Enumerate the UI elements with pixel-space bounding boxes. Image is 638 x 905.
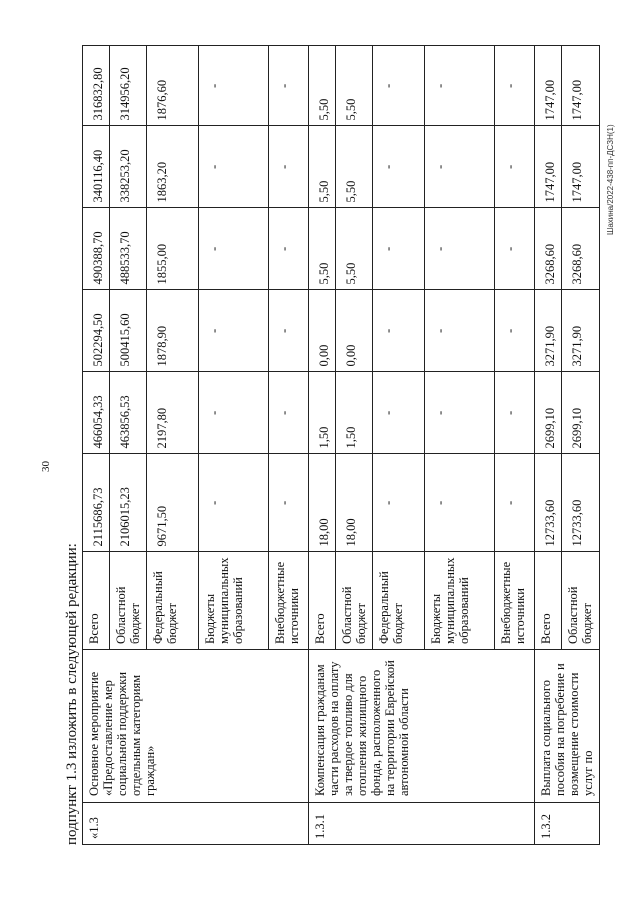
amount-cell: -: [495, 290, 535, 372]
amount-cell: 12733,60: [562, 454, 600, 552]
funding-source: Областной бюджет: [562, 552, 600, 650]
amount-cell: 5,50: [336, 46, 373, 126]
amount-cell: 1747,00: [535, 126, 562, 208]
funding-source: Всего: [535, 552, 562, 650]
amount-cell: 0,00: [309, 290, 336, 372]
amount-cell: -: [373, 454, 425, 552]
amount-cell: 3271,90: [535, 290, 562, 372]
funding-source: Бюджеты муниципальных образований: [425, 552, 495, 650]
amount-cell: -: [373, 290, 425, 372]
amount-cell: -: [495, 372, 535, 454]
funding-source: Всего: [309, 552, 336, 650]
amount-cell: -: [373, 208, 425, 290]
amount-cell: -: [425, 126, 495, 208]
amount-cell: -: [425, 46, 495, 126]
amount-cell: -: [425, 454, 495, 552]
amount-cell: 5,50: [309, 208, 336, 290]
amount-cell: -: [495, 126, 535, 208]
amount-cell: -: [199, 126, 269, 208]
funding-source: Областной бюджет: [110, 552, 147, 650]
amount-cell: 316832,80: [83, 46, 110, 126]
amount-cell: 18,00: [336, 454, 373, 552]
amount-cell: 2106015,23: [110, 454, 147, 552]
funding-source: Областной бюджет: [336, 552, 373, 650]
amount-cell: 3268,60: [562, 208, 600, 290]
amount-cell: 1855,00: [147, 208, 199, 290]
amount-cell: 1878,90: [147, 290, 199, 372]
funding-source: Всего: [83, 552, 110, 650]
item-number: «1.3: [83, 803, 309, 845]
amount-cell: 463856,53: [110, 372, 147, 454]
amount-cell: 488533,70: [110, 208, 147, 290]
amount-cell: -: [425, 208, 495, 290]
amount-cell: 1863,20: [147, 126, 199, 208]
amount-cell: 314956,20: [110, 46, 147, 126]
funding-source: Федеральный бюджет: [373, 552, 425, 650]
amount-cell: 5,50: [336, 208, 373, 290]
funding-source: Федеральный бюджет: [147, 552, 199, 650]
amount-cell: 340116,40: [83, 126, 110, 208]
amount-cell: -: [373, 372, 425, 454]
amount-cell: -: [495, 46, 535, 126]
amount-cell: 466054,33: [83, 372, 110, 454]
amount-cell: 1,50: [336, 372, 373, 454]
amount-cell: -: [269, 208, 309, 290]
amount-cell: 9671,50: [147, 454, 199, 552]
amount-cell: 5,50: [309, 126, 336, 208]
amount-cell: 2699,10: [562, 372, 600, 454]
section-heading: подпункт 1.3 изложить в следующей редакции:: [64, 543, 80, 845]
table-row: [309, 46, 336, 845]
amount-cell: -: [425, 372, 495, 454]
page-number: 30: [40, 461, 52, 472]
amount-cell: 1747,00: [535, 46, 562, 126]
amount-cell: -: [495, 454, 535, 552]
funding-source: Внебюджетные источники: [495, 552, 535, 650]
amount-cell: -: [199, 372, 269, 454]
amount-cell: 3271,90: [562, 290, 600, 372]
table-row: [83, 46, 110, 845]
amount-cell: -: [199, 290, 269, 372]
amount-cell: 2699,10: [535, 372, 562, 454]
amount-cell: 0,00: [336, 290, 373, 372]
amount-cell: -: [199, 46, 269, 126]
amount-cell: 502294,50: [83, 290, 110, 372]
amount-cell: -: [269, 454, 309, 552]
amount-cell: 1876,60: [147, 46, 199, 126]
funding-source: Внебюджетные источники: [269, 552, 309, 650]
amount-cell: 18,00: [309, 454, 336, 552]
item-description: Основное мероприятие «Предоставление мер социальной поддержки отдельным категориям граждан»: [83, 650, 309, 803]
funding-table: [82, 45, 600, 845]
amount-cell: 1747,00: [562, 46, 600, 126]
table-row: [535, 46, 562, 845]
amount-cell: 1747,00: [562, 126, 600, 208]
amount-cell: 500415,60: [110, 290, 147, 372]
table-body: [83, 46, 600, 845]
amount-cell: 2197,80: [147, 372, 199, 454]
amount-cell: -: [373, 46, 425, 126]
amount-cell: -: [269, 46, 309, 126]
funding-source: Бюджеты муниципальных образований: [199, 552, 269, 650]
amount-cell: -: [269, 290, 309, 372]
amount-cell: 3268,60: [535, 208, 562, 290]
item-number: 1.3.1: [309, 803, 535, 845]
amount-cell: -: [269, 126, 309, 208]
amount-cell: 5,50: [309, 46, 336, 126]
amount-cell: 5,50: [336, 126, 373, 208]
amount-cell: 2115686,73: [83, 454, 110, 552]
amount-cell: 1,50: [309, 372, 336, 454]
amount-cell: -: [373, 126, 425, 208]
document-footer: Шахина/2022-438-пп-ДСЗН(1): [606, 124, 615, 235]
amount-cell: -: [199, 454, 269, 552]
item-description: Компенсация гражданам части расходов на оплату за твердое топливо для отопления жилищного фонда, расположенного на территории Еврейской автономной области: [309, 650, 535, 803]
amount-cell: 338253,20: [110, 126, 147, 208]
amount-cell: -: [269, 372, 309, 454]
item-description: Выплата социального пособия на погребение и возмещение стоимости услуг по: [535, 650, 600, 803]
amount-cell: -: [425, 290, 495, 372]
amount-cell: -: [495, 208, 535, 290]
item-number: 1.3.2: [535, 803, 600, 845]
amount-cell: 490388,70: [83, 208, 110, 290]
amount-cell: -: [199, 208, 269, 290]
amount-cell: 12733,60: [535, 454, 562, 552]
